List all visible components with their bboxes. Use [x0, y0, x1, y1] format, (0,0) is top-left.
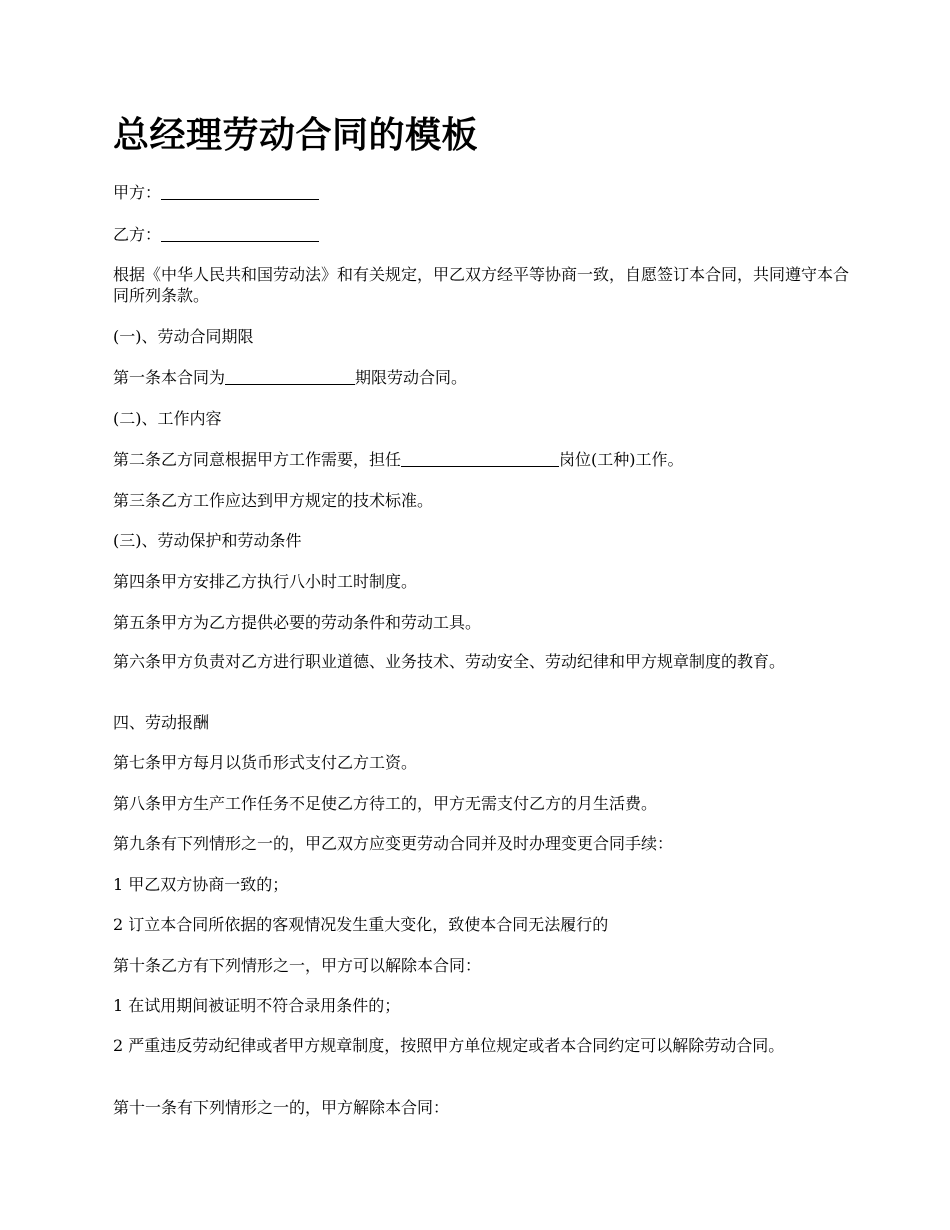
article-1-text-before: 第一条本合同为: [113, 368, 226, 387]
article-4: 第四条甲方安排乙方执行八小时工时制度。: [113, 572, 418, 591]
section-heading-2: (二)、工作内容: [113, 409, 222, 428]
party-a-line: [113, 182, 853, 203]
article-3: 第三条乙方工作应达到甲方规定的技术标准。: [113, 491, 434, 510]
party-b-label: 乙方：: [113, 225, 162, 244]
article-9-item-2: 2 订立本合同所依据的客观情况发生重大变化，致使本合同无法履行的: [113, 915, 609, 934]
intro-paragraph: 根据《中华人民共和国劳动法》和有关规定，甲乙双方经平等协商一致，自愿签订本合同，共同遵守本合同所列条款。: [113, 265, 850, 305]
article-1-text-after: 期限劳动合同。: [355, 368, 468, 387]
position-blank: [401, 465, 559, 467]
article-2: [113, 449, 853, 470]
document-title: 总经理劳动合同的模板: [113, 115, 479, 156]
article-2-text-before: 第二条乙方同意根据甲方工作需要，担任: [113, 450, 402, 469]
article-5: 第五条甲方为乙方提供必要的劳动条件和劳动工具。: [113, 613, 482, 632]
article-1: [113, 367, 853, 388]
article-11: 第十一条有下列情形之一的，甲方解除本合同：: [113, 1098, 450, 1117]
article-8: 第八条甲方生产工作任务不足使乙方待工的，甲方无需支付乙方的月生活费。: [113, 794, 658, 813]
party-b-line: [113, 224, 853, 245]
article-7: 第七条甲方每月以货币形式支付乙方工资。: [113, 753, 418, 772]
section-heading-3: (三)、劳动保护和劳动条件: [113, 531, 302, 550]
article-9: 第九条有下列情形之一的，甲乙双方应变更劳动合同并及时办理变更合同手续：: [113, 834, 674, 853]
party-a-label: 甲方：: [113, 183, 162, 202]
document-page: [113, 0, 853, 1230]
contract-term-blank: [225, 383, 355, 385]
section-heading-1: (一)、劳动合同期限: [113, 327, 254, 346]
article-10-item-1: 1 在试用期间被证明不符合录用条件的；: [113, 996, 401, 1015]
section-heading-4: 四、劳动报酬: [113, 713, 210, 732]
article-10: 第十条乙方有下列情形之一，甲方可以解除本合同：: [113, 956, 482, 975]
party-b-blank: [161, 240, 319, 242]
article-2-text-after: 岗位(工种)工作。: [559, 450, 684, 469]
article-9-item-1: 1 甲乙双方协商一致的；: [113, 875, 289, 894]
party-a-blank: [161, 198, 319, 200]
article-6: 第六条甲方负责对乙方进行职业道德、业务技术、劳动安全、劳动纪律和甲方规章制度的教育。: [113, 652, 786, 671]
article-10-item-2: 2 严重违反劳动纪律或者甲方规章制度，按照甲方单位规定或者本合同约定可以解除劳动合同。: [113, 1036, 785, 1055]
